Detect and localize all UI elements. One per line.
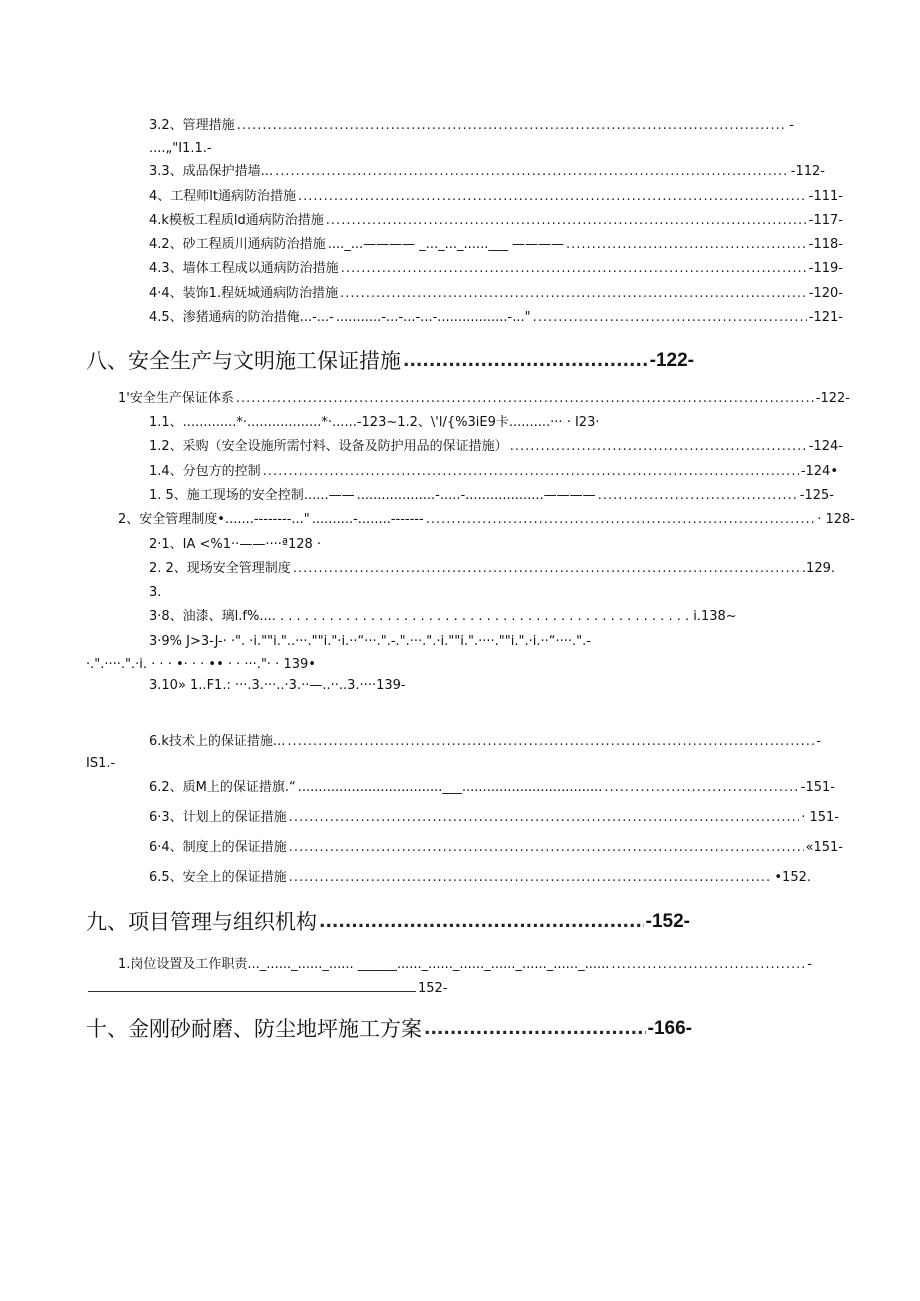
toc-entry-page: -122- [815,391,850,406]
toc-entry-garbled: 3·9% J>3-J-· ·". ·i.""i."..···.""i."·i.··“···.".-.".···.".·i.""i.".····.""i.".·i.··“····.".- [149,634,591,649]
toc-entry-garbled: ·.".····.".·i. · · · •· · · •• · · ···."· · 139• [86,657,316,672]
toc-entry-page: - [807,957,812,972]
toc-entry[interactable] [149,438,843,456]
toc-chapter-page: -152- [645,911,690,932]
toc-entry-fragment: 3. [149,585,162,600]
toc-chapter-page: -122- [649,350,694,371]
toc-entry-title: 1.岗位设置及工作职责..._......_......_...... ______......_......_......_......_......_......_...... [118,957,610,972]
dot-leader [604,779,798,797]
toc-chapter-heading[interactable] [86,1015,692,1043]
toc-entry[interactable] [118,511,855,529]
dot-leader [424,1015,646,1043]
toc-entry[interactable] [149,560,835,578]
toc-entry-title: 6·4、制度上的保证措施 [149,840,287,855]
toc-entry-page: -124• [800,464,838,479]
toc-entry-title: 2、安全管理制度•.......--------..." [118,512,310,527]
toc-entry-filler: ...._...———— _..._..._......___ ———— [327,237,564,252]
dot-leader [403,347,648,375]
toc-entry-title: 3.2、管理措施 [149,118,235,133]
toc-entry-filler: ..........-........------- [311,512,424,527]
toc-entry-page: -112- [790,164,825,179]
toc-entry[interactable] [149,117,794,135]
toc-entry-continuation: 152- [418,981,448,996]
toc-entry-garbled: 1.1、.............*·..................*·......-123~1.2、\'l/{%3iE9卡..........··· · I23· [149,415,600,430]
toc-entry-title: 1.4、分包方的控制 [149,464,261,479]
toc-entry-title: 6.2、质M上的保证措旗.“ [149,780,296,795]
toc-chapter-heading[interactable] [86,347,694,375]
toc-entry-page: -124- [808,439,843,454]
dot-leader [263,463,799,481]
toc-entry[interactable] [149,163,825,181]
dot-leader [598,487,798,505]
dot-leader [237,117,788,135]
toc-chapter-title: 十、金刚砂耐磨、防尘地坪施工方案 [86,1017,422,1041]
toc-entry-filler: ...........-...-...-...-.................-..." [335,310,531,325]
toc-entry[interactable] [149,285,843,303]
toc-entry-title: 2. 2、现场安全管理制度 [149,561,291,576]
toc-entry-title: 4、工程师lt通病防治措施 [149,189,296,204]
toc-entry-title: 4.3、墙体工程成以通病防治措施 [149,261,339,276]
toc-entry-filler: ...................................___.................................. [297,780,603,795]
toc-entry-page: «151- [805,840,843,855]
dot-leader [289,809,800,827]
toc-entry[interactable] [149,463,838,481]
toc-entry-title: 4·4、装饰1.程妩城通病防治措施 [149,286,339,301]
toc-entry-title: 4.5、渗猪通病的防治措俺...-...- [149,310,334,325]
toc-entry[interactable] [149,779,835,797]
toc-entry-title: 6.5、安全上的保证措施 [149,870,287,885]
dot-leader [289,839,804,857]
toc-entry-page: .129. [801,561,835,576]
toc-entry-page: · 128- [817,512,855,527]
toc-chapter-page: -166- [647,1018,692,1039]
toc-entry-garbled: 3·8、油漆、璃l.f%.... . . . . . . . . . . . . . . . . . . . . . . . . . . . . . . . . . . . . . . . . . . . . . . . . . . i.138~ [149,609,737,624]
underline-leader [88,991,416,992]
toc-entry-garbled: 2·1、IA <%1··——····ª128 · [149,537,322,552]
toc-entry-page: -119- [808,261,843,276]
dot-leader [340,285,807,303]
toc-entry-page: •152. [774,870,811,885]
dot-leader [326,212,807,230]
toc-entry[interactable] [149,839,843,857]
toc-entry-title: 6·3、计划上的保证措施 [149,810,287,825]
toc-entry-page: -125- [799,488,834,503]
toc-entry-page: -118- [808,237,843,252]
toc-entry-continuation: ....„"I1.1.- [149,141,212,156]
toc-entry-page: · 151- [801,810,839,825]
toc-entry-page: -121- [808,310,843,325]
dot-leader [566,236,807,254]
dot-leader [611,956,805,974]
toc-entry[interactable] [118,956,812,974]
toc-entry-filler: ...................-.....-...................———— [356,488,596,503]
dot-leader [341,260,807,278]
toc-entry-title: 4.k模板工程质ld通病防治措施 [149,213,324,228]
toc-entry-continuation: IS1.- [86,756,116,771]
toc-chapter-heading[interactable] [86,908,690,936]
toc-entry-title: 4.2、砂工程质川通病防治措施 [149,237,326,252]
dot-leader [533,309,807,327]
toc-entry-page: -117- [808,213,843,228]
toc-entry-title: 1.2、采购（安全设施所需忖料、设备及防护用品的保证措施） [149,439,508,454]
toc-entry-page: -120- [808,286,843,301]
toc-entry[interactable] [149,869,811,887]
toc-entry[interactable] [149,212,843,230]
toc-entry[interactable] [149,809,839,827]
toc-entry[interactable] [149,236,843,254]
toc-chapter-title: 九、项目管理与组织机构 [86,910,317,934]
toc-entry[interactable] [149,309,843,327]
toc-entry[interactable] [149,487,834,505]
dot-leader [287,733,814,751]
toc-entry[interactable] [149,188,843,206]
toc-entry[interactable] [149,260,843,278]
dot-leader [298,188,807,206]
toc-entry[interactable] [149,733,821,751]
toc-entry-page: -151- [800,780,835,795]
toc-entry-title: 1'安全生产保证体系 [118,391,234,406]
toc-chapter-title: 八、安全生产与文明施工保证措施 [86,349,401,373]
toc-entry-page: - [816,734,821,749]
dot-leader [275,163,789,181]
toc-entry-title: 3.3、成品保护措墙... [149,164,274,179]
toc-entry-garbled: 3.10» 1..F1.: ···.3.···..·3.··—..··..3.····139- [149,678,406,693]
toc-entry-page: -111- [808,189,843,204]
toc-entry[interactable] [118,390,850,408]
dot-leader [293,560,800,578]
dot-leader [289,869,773,887]
toc-entry-page: - [789,118,794,133]
dot-leader [236,390,814,408]
toc-entry-title: 1. 5、施工现场的安全控制......—— [149,488,355,503]
dot-leader [319,908,644,936]
dot-leader [426,511,816,529]
toc-entry-title: 6.k技术上的保证措施... [149,734,286,749]
dot-leader [510,438,807,456]
